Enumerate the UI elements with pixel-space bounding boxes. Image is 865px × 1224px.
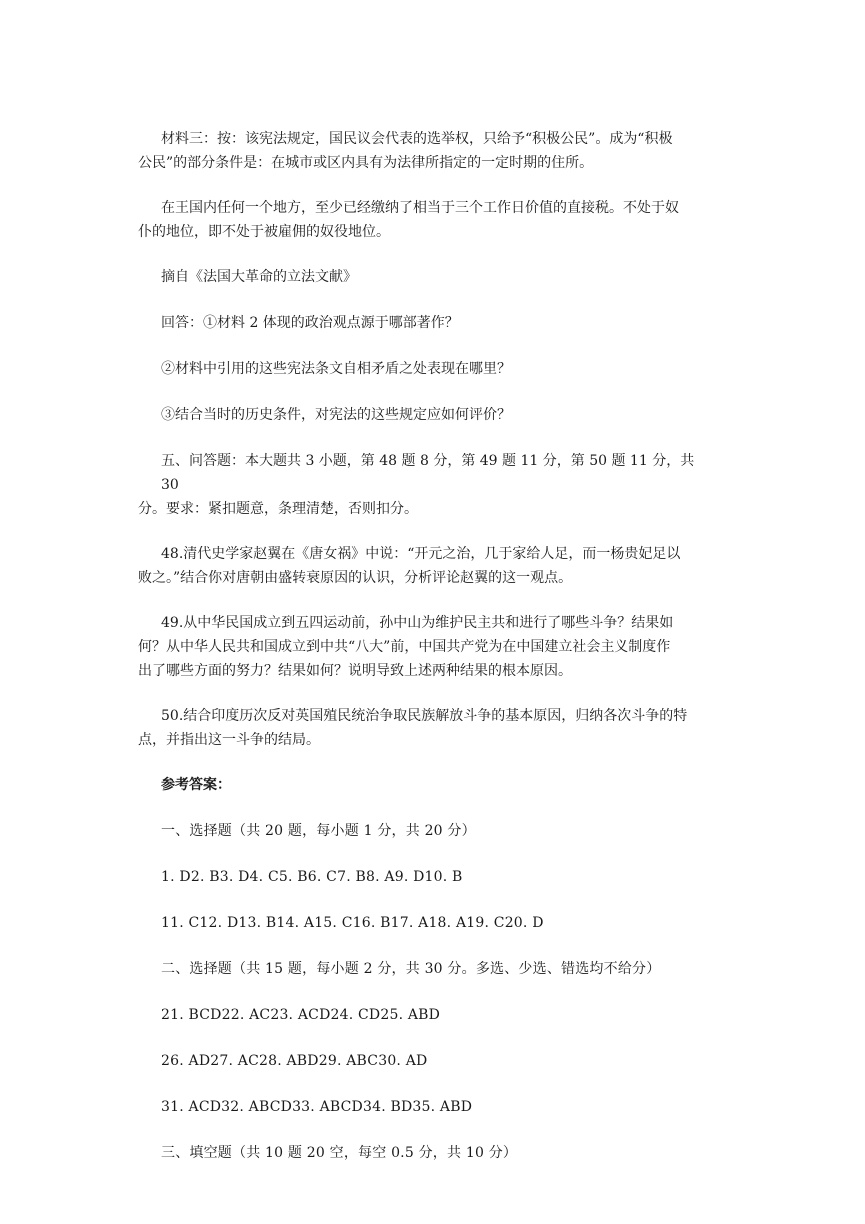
paragraph-line: 公民”的部分条件是：在城市或区内具有为法律所指定的一定时期的住所。 <box>138 155 594 171</box>
paragraph-line: 点，并指出这一斗争的结局。 <box>138 732 320 748</box>
paragraph-q49 <box>138 611 706 683</box>
paragraph-question-2 <box>161 357 706 381</box>
paragraph-q48 <box>138 542 706 590</box>
paragraph-line: 材料三：按：该宪法规定，国民议会代表的选举权，只给予“积极公民”。成为“积极 <box>161 131 673 147</box>
paragraph-material-3 <box>138 127 706 175</box>
paragraph-line: 分。要求：紧扣题意，条理清楚，否则扣分。 <box>138 501 418 517</box>
paragraph-line: 出了哪些方面的努力？结果如何？说明导致上述两种结果的根本原因。 <box>138 663 572 679</box>
paragraph-q50 <box>138 704 706 752</box>
paragraph-line: 50.结合印度历次反对英国殖民统治争取民族解放斗争的基本原因，归纳各次斗争的特 <box>161 708 688 724</box>
answer-line: 二、选择题（共 15 题，每小题 2 分，共 30 分。多选、少选、错选均不给分） <box>161 961 661 977</box>
paragraph-question-1 <box>161 311 706 335</box>
answer-line: 三、填空题（共 10 题 20 空，每空 0.5 分，共 10 分） <box>161 1145 518 1161</box>
paragraph-line: 在王国内任何一个地方，至少已经缴纳了相当于三个工作日价值的直接税。不处于奴 <box>161 200 679 216</box>
paragraph-line: 败之。”结合你对唐朝由盛转衰原因的认识，分析评论赵翼的这一观点。 <box>138 570 573 586</box>
paragraph-line: 回答：①材料 2 体现的政治观点源于哪部著作？ <box>161 315 459 331</box>
paragraph-line: 48.清代史学家赵翼在《唐女祸》中说：“开元之治，几于家给人足，而一杨贵妃足以 <box>161 546 681 562</box>
paragraph-source <box>161 265 706 289</box>
paragraph-line: 摘自《法国大革命的立法文献》 <box>161 269 357 285</box>
answer-line: 26. AD27. AC28. ABD29. ABC30. AD <box>161 1053 428 1069</box>
paragraph-line: ②材料中引用的这些宪法条文自相矛盾之处表现在哪里？ <box>161 361 511 377</box>
answer-line: 一、选择题（共 20 题，每小题 1 分，共 20 分） <box>161 823 476 839</box>
paragraph-section-5 <box>138 449 706 521</box>
paragraph-line: 五、问答题：本大题共 3 小题，第 48 题 8 分，第 49 题 11 分，第 50 题 11 分，共 30 <box>161 453 695 493</box>
paragraph-material-3-cont <box>138 196 706 244</box>
paragraph-line: ③结合当时的历史条件，对宪法的这些规定应如何评价？ <box>161 407 511 423</box>
answer-line: 1. D2. B3. D4. C5. B6. C7. B8. A9. D10. B <box>161 869 463 885</box>
paragraph-line: 49.从中华民国成立到五四运动前，孙中山为维护民主共和进行了哪些斗争？结果如 <box>161 615 674 631</box>
paragraph-question-3 <box>161 403 706 427</box>
answers-heading: 参考答案： <box>161 777 231 793</box>
paragraph-line: 何？从中华人民共和国成立到中共“八大”前，中国共产党为在中国建立社会主义制度作 <box>138 639 671 655</box>
answer-line: 11. C12. D13. B14. A15. C16. B17. A18. A19. C20. D <box>161 915 544 931</box>
answer-line: 21. BCD22. AC23. ACD24. CD25. ABD <box>161 1007 441 1023</box>
document-body <box>138 127 706 1187</box>
answer-line: 31. ACD32. ABCD33. ABCD34. BD35. ABD <box>161 1099 473 1115</box>
paragraph-line: 仆的地位，即不处于被雇佣的奴役地位。 <box>138 224 390 240</box>
